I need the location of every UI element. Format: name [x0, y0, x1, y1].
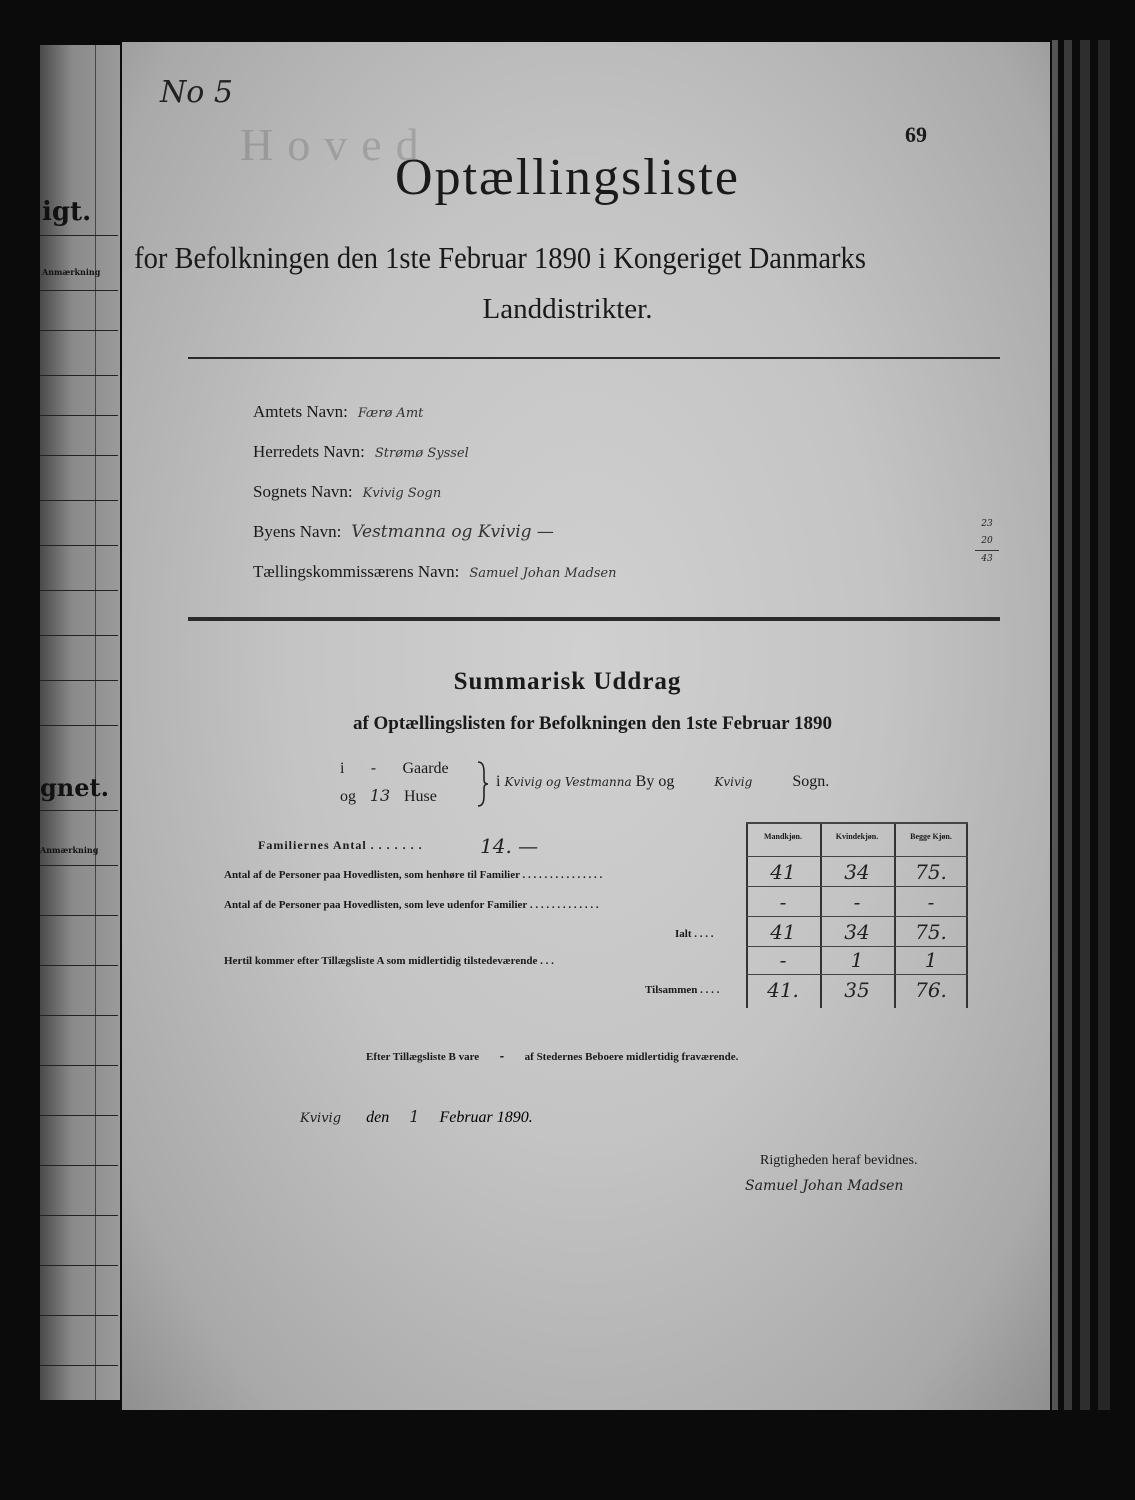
- row-label: Antal af de Personer paa Hovedlisten, som henhøre til Familier . . . . . . . . . . . . . . .: [224, 869, 603, 881]
- summary-table: [746, 822, 968, 1008]
- row-label: Tilsammen . . . .: [645, 984, 720, 996]
- show-through-text: Hoved: [240, 119, 433, 170]
- by-sogn-line: [496, 773, 829, 791]
- sogn-label: Sogn.: [792, 773, 830, 790]
- huse-label: Huse: [404, 788, 437, 805]
- left-page-fragment: Anmærkning: [40, 845, 99, 855]
- row-rule: [40, 1315, 118, 1316]
- list-number: No 5: [160, 75, 233, 110]
- field-value: Kvivig Sogn: [362, 486, 442, 501]
- row-rule: [40, 1165, 118, 1166]
- by-value: Kvivig og Vestmanna: [504, 775, 632, 789]
- field-sogn: [253, 482, 441, 502]
- margin-note: [975, 516, 999, 568]
- table-cell: 1: [850, 948, 864, 972]
- row-label: Hertil kommer efter Tillægsliste A som midlertidig tilstedeværende . . .: [224, 955, 554, 967]
- table-rule: [746, 946, 968, 947]
- margin-note-line: 43: [981, 554, 993, 564]
- summary-title: Summarisk Uddrag: [453, 668, 682, 695]
- gaarde-count: -: [370, 758, 377, 777]
- field-herred: [253, 442, 469, 462]
- table-cell: 35: [844, 978, 870, 1002]
- left-page-fragment: gnet.: [40, 773, 109, 802]
- table-cell: 41: [770, 860, 796, 884]
- header-rule: [188, 357, 1000, 359]
- field-value: Samuel Johan Madsen: [469, 566, 617, 581]
- efter-value: -: [499, 1050, 505, 1063]
- sogn-value: Kvivig: [714, 775, 753, 789]
- table-cell: 76.: [915, 978, 947, 1002]
- huse-line: [340, 786, 437, 806]
- table-rule: [746, 822, 968, 824]
- date-day: 1: [409, 1107, 420, 1126]
- gaarde-prefix: i: [340, 760, 345, 777]
- field-value: Strømø Syssel: [374, 446, 469, 461]
- gaarde-line: [340, 758, 449, 778]
- efter-part1: Efter Tillægsliste B vare: [366, 1051, 480, 1063]
- gaarde-label: Gaarde: [402, 760, 449, 777]
- column-header: Mandkjøn.: [763, 832, 802, 841]
- row-rule: [40, 500, 118, 501]
- section-rule: [188, 617, 1000, 621]
- row-rule: [40, 810, 118, 811]
- summary-subtitle: af Optællingslisten for Befolkningen den 1ste Februar 1890: [352, 713, 833, 734]
- column-header: Kvindekjøn.: [835, 832, 879, 841]
- familier-label: Familiernes Antal . . . . . . .: [258, 838, 423, 852]
- table-rule: [746, 916, 968, 917]
- field-value: Vestmanna og Kvivig —: [351, 522, 554, 542]
- field-label: Herredets Navn:: [253, 442, 365, 461]
- row-rule: [40, 1365, 118, 1366]
- field-value: Færø Amt: [357, 406, 424, 421]
- field-label: Tællingskommissærens Navn:: [253, 562, 460, 581]
- by-prefix: i: [496, 773, 501, 790]
- row-rule: [40, 415, 118, 416]
- row-rule: [40, 635, 118, 636]
- left-page-fragment: Anmærkning: [42, 267, 101, 277]
- table-rule: [746, 856, 968, 857]
- table-rule: [746, 974, 968, 975]
- row-label: Antal af de Personer paa Hovedlisten, som leve udenfor Familier . . . . . . . . . . . . .: [224, 899, 599, 911]
- row-rule: [40, 375, 118, 376]
- row-rule: [40, 1115, 118, 1116]
- table-cell: 41: [770, 920, 796, 944]
- margin-note-line: 20: [975, 533, 999, 551]
- certification-text: Rigtigheden heraf bevidnes.: [760, 1153, 918, 1168]
- field-by: [253, 522, 554, 542]
- row-rule: [40, 1015, 118, 1016]
- huse-prefix: og: [340, 788, 356, 805]
- left-page-fragment: igt.: [42, 197, 92, 227]
- table-cell: -: [779, 890, 787, 914]
- signature: Samuel Johan Madsen: [745, 1178, 904, 1194]
- field-kommissaer: [253, 562, 617, 582]
- table-cell: -: [927, 890, 935, 914]
- table-cell: 34: [844, 920, 870, 944]
- table-cell: -: [779, 948, 787, 972]
- table-cell: 75.: [915, 860, 947, 884]
- row-rule: [40, 1265, 118, 1266]
- familier-label-text: Familiernes Antal: [258, 838, 367, 852]
- page-title: Optællingsliste: [395, 149, 740, 206]
- date-den: den: [366, 1109, 390, 1126]
- date-line: [300, 1107, 533, 1127]
- table-rule: [746, 886, 968, 887]
- row-label: Ialt . . . .: [675, 928, 714, 940]
- field-label: Byens Navn:: [253, 522, 342, 541]
- date-place: Kvivig: [300, 1111, 342, 1126]
- field-label: Amtets Navn:: [253, 402, 348, 421]
- table-cell: 75.: [915, 920, 947, 944]
- table-cell: 34: [844, 860, 870, 884]
- row-rule: [40, 455, 118, 456]
- column-header: Begge Kjøn.: [910, 832, 952, 841]
- row-rule: [40, 1065, 118, 1066]
- row-rule: [40, 865, 118, 866]
- by-label: By og: [635, 773, 675, 790]
- row-rule: [40, 235, 118, 236]
- table-cell: 1: [924, 948, 938, 972]
- row-rule: [40, 1215, 118, 1216]
- efter-line: [366, 1050, 738, 1063]
- huse-count: 13: [369, 786, 391, 805]
- table-cell: -: [853, 890, 861, 914]
- field-amt: [253, 402, 423, 422]
- brace-icon: [474, 760, 490, 808]
- row-rule: [40, 965, 118, 966]
- margin-note-line: 23: [981, 519, 993, 529]
- efter-part2: af Stedernes Beboere midlertidig fraværende.: [524, 1051, 739, 1063]
- page-number: 69: [905, 122, 927, 147]
- row-rule: [40, 590, 118, 591]
- field-label: Sognets Navn:: [253, 482, 353, 501]
- page-subtitle: for Befolkningen den 1ste Februar 1890 i Kongeriget Danmarks: [134, 240, 866, 275]
- page-subtitle-2: Landdistrikter.: [482, 293, 653, 325]
- row-rule: [40, 330, 118, 331]
- row-rule: [40, 545, 118, 546]
- date-month-year: Februar 1890.: [439, 1109, 533, 1126]
- row-rule: [40, 915, 118, 916]
- familier-value: 14. —: [480, 834, 539, 858]
- table-cell: 41.: [767, 978, 799, 1002]
- row-rule: [40, 290, 118, 291]
